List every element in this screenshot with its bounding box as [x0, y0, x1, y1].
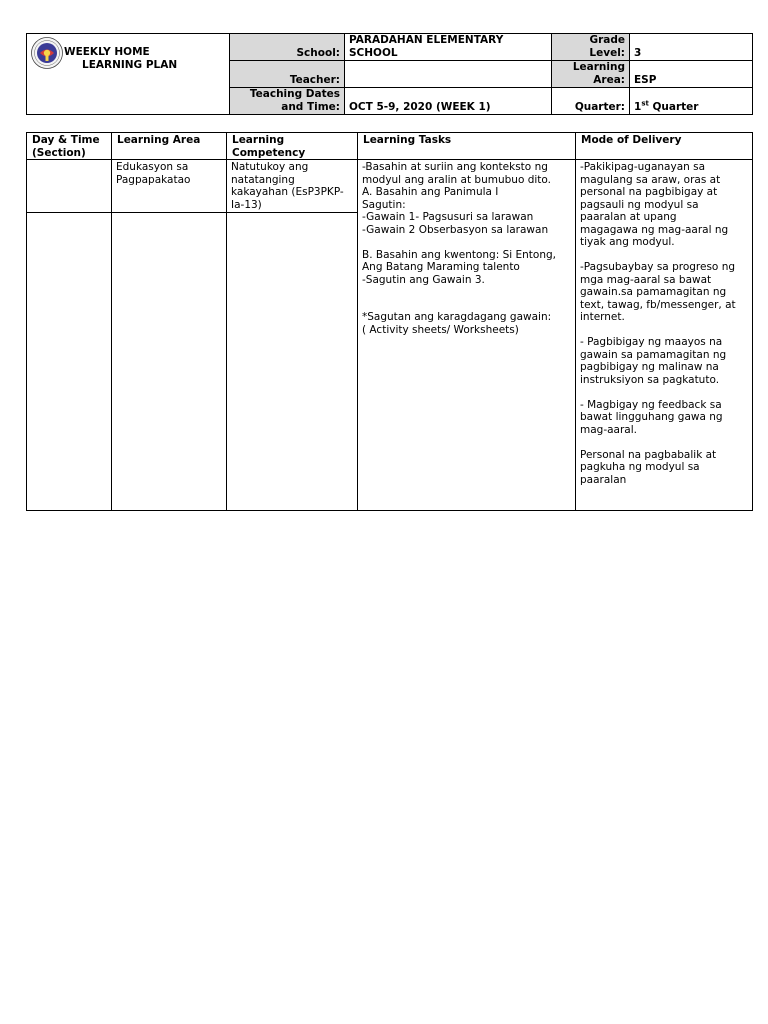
text-line: natatanging: [231, 173, 295, 186]
text-line: internet.: [580, 311, 625, 323]
plan-title: WEEKLY HOME LEARNING PLAN: [64, 46, 178, 71]
text-line: Pagpapakatao: [116, 173, 191, 186]
competency-cell: [227, 160, 358, 213]
grade-level-value: 3: [630, 34, 753, 61]
teacher-label: Teacher:: [230, 61, 345, 88]
text-line: Ia-13): [231, 198, 262, 211]
day-time-cell: [27, 160, 112, 213]
quarter-label: Quarter:: [552, 88, 630, 115]
text-line: gawain sa pamamagitan ng: [580, 348, 727, 361]
col-header-mode-of-delivery: Mode of Delivery: [576, 133, 753, 160]
text-line: Personal na pagbabalik at: [580, 448, 717, 461]
text-line: tiyak ang modyul.: [580, 236, 675, 248]
learning-area-label: Learning Area:: [552, 61, 630, 88]
mode-of-delivery-cell: [576, 160, 753, 511]
school-label: School:: [230, 34, 345, 61]
text-line: [580, 436, 748, 449]
text-line: magagawa ng mag-aaral ng: [580, 223, 729, 236]
text-line: paaralan at upang: [580, 211, 677, 223]
quarter-value: 1st Quarter: [630, 88, 753, 115]
deped-seal-icon: [31, 37, 63, 69]
teacher-value: [345, 61, 552, 88]
text-line: [580, 386, 748, 399]
school-value: PARADAHAN ELEMENTARY SCHOOL: [345, 34, 552, 61]
empty-cell: [112, 213, 227, 511]
text-line: mag-aaral.: [580, 423, 637, 436]
grade-level-label: Grade Level:: [552, 34, 630, 61]
text-line: -Basahin at suriin ang konteksto ng: [362, 161, 548, 173]
text-line: pagbibigay ng malinaw na: [580, 361, 719, 373]
col-header-competency: Learning Competency: [227, 133, 358, 160]
text-line: bawat lingguhang gawa ng: [580, 411, 723, 423]
learning-plan-table: [26, 132, 753, 511]
text-line: -Gawain 1- Pagsusuri sa larawan: [362, 211, 534, 223]
plan-title-cell: [27, 34, 230, 115]
text-line: ( Activity sheets/ Worksheets): [362, 323, 519, 336]
text-line: *Sagutan ang karagdagang gawain:: [362, 311, 552, 323]
text-line: -Sagutin ang Gawain 3.: [362, 273, 485, 286]
col-header-learning-tasks: Learning Tasks: [358, 133, 576, 160]
empty-cell: [27, 213, 112, 511]
text-line: -Gawain 2 Obserbasyon sa larawan: [362, 223, 549, 236]
text-line: instruksiyon sa pagkatuto.: [580, 373, 720, 386]
text-line: Edukasyon sa: [116, 161, 189, 173]
col-header-day-time: Day & Time (Section): [27, 133, 112, 160]
text-line: -Pakikipag-uganayan sa: [580, 161, 706, 173]
text-line: - Pagbibigay ng maayos na: [580, 336, 723, 348]
learning-tasks-cell: [358, 160, 576, 511]
text-line: gawain.sa pamamagitan ng: [580, 286, 727, 298]
teaching-dates-label: Teaching Dates and Time:: [230, 88, 345, 115]
text-line: [580, 249, 748, 262]
empty-cell: [227, 213, 358, 511]
text-line: pagkuha ng modyul sa: [580, 461, 700, 473]
text-line: A. Basahin ang Panimula I: [362, 186, 499, 198]
text-line: mga mag-aaral sa bawat: [580, 273, 712, 286]
text-line: -Pagsubaybay sa progreso ng: [580, 261, 736, 273]
teaching-dates-value: OCT 5-9, 2020 (WEEK 1): [345, 88, 552, 115]
text-line: paaralan: [580, 473, 627, 486]
table-row: [27, 160, 753, 213]
text-line: [362, 286, 571, 299]
text-line: modyul ang aralin at bumubuo dito.: [362, 173, 551, 186]
text-line: Natutukoy ang: [231, 161, 309, 173]
learning-area-value: ESP: [630, 61, 753, 88]
table-header-row: [27, 133, 753, 160]
text-line: B. Basahin ang kwentong: Si Entong,: [362, 248, 557, 261]
text-line: magulang sa araw, oras at: [580, 173, 721, 186]
text-line: [580, 324, 748, 337]
text-line: personal na pagbibigay at: [580, 186, 718, 198]
learning-area-cell: [112, 160, 227, 213]
header-table: [26, 33, 753, 115]
text-line: - Magbigay ng feedback sa: [580, 398, 722, 411]
text-line: kakayahan (EsP3PKP-: [231, 186, 344, 198]
text-line: [362, 236, 571, 249]
text-line: Ang Batang Maraming talento: [362, 261, 520, 273]
text-line: pagsauli ng modyul sa: [580, 198, 699, 211]
text-line: [362, 299, 571, 312]
text-line: text, tawag, fb/messenger, at: [580, 298, 736, 311]
text-line: Sagutin:: [362, 198, 406, 211]
col-header-learning-area: Learning Area: [112, 133, 227, 160]
